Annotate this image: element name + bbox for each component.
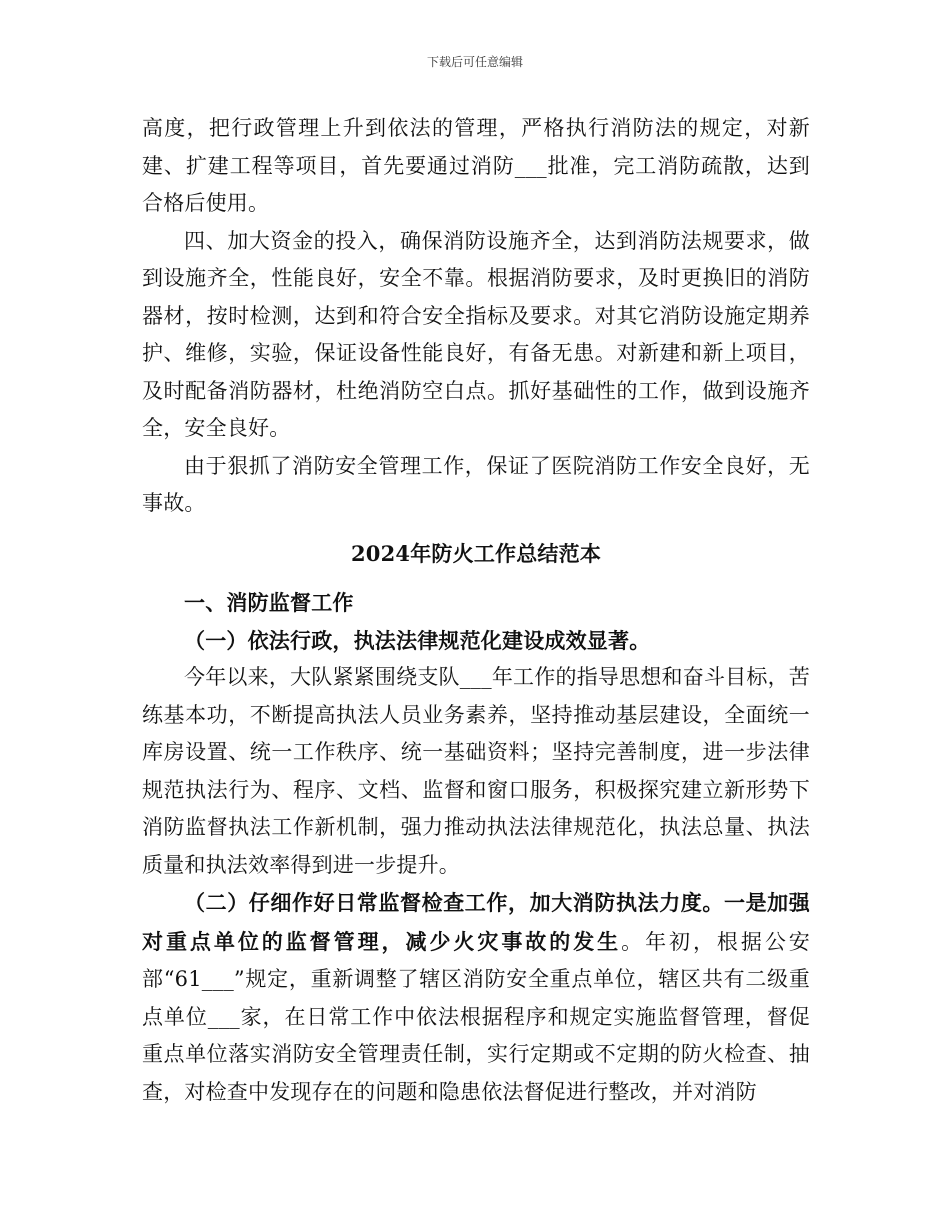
paragraph-four: 四、加大资金的投入，确保消防设施齐全，达到消防法规要求，做到设施齐全，性能良好，安全不靠。根据消防要求，及时更换旧的消防器材，按时检测，达到和符合安全指标及要求。对其它消防设施定期养护、维修，实验，保证设备性能良好，有备无患。对新建和新上项目，及时配备消防器材，杜绝消防空白点。抓好基础性的工作，做到设施齐全，安全良好。 [142,228,810,440]
paragraph-continued: 高度，把行政管理上升到依法的管理，严格执行消防法的规定，对新建、扩建工程等项目，首先要通过消防___批准，完工消防疏散，达到合格后使用。 [142,116,810,215]
subsection-two-heading: （二）仔细作好日常监督检查工作，加大消防执法力度。一是加强对重点单位的监督管理，减少火灾事故的发生 [142,890,810,954]
document-body [142,110,810,1111]
document-title: 2024年防火工作总结范本 [350,540,602,566]
subsection-one-body: 今年以来，大队紧紧围绕支队___年工作的指导思想和奋斗目标，苦练基本功，不断提高执法人员业务素养，坚持推动基层建设，全面统一库房设置、统一工作秩序、统一基础资料；坚持完善制度，进一步法律规范执法行为、程序、文档、监督和窗口服务，积极探究建立新形势下消防监督执法工作新机制，强力推动执法法律规范化，执法总量、执法质量和执法效率得到进一步提升。 [142,665,810,877]
subsection-two-paragraph [142,884,810,1111]
paragraph-conclusion: 由于狠抓了消防安全管理工作，保证了医院消防工作安全良好，无事故。 [142,453,810,515]
subsection-two-body: 。年初，根据公安部“61___”规定，重新调整了辖区消防安全重点单位，辖区共有二级重点单位___家，在日常工作中依法根据程序和规定实施监督管理，督促重点单位落实消防安全管理责任制，实行定期或不定期的防火检查、抽查，对检查中发现存在的问题和隐患依法督促进行整改，并对消防 [142,929,810,1104]
subsection-one-heading: （一）依法行政，执法法律规范化建设成效显著。 [184,627,651,653]
section-one-heading: 一、消防监督工作 [184,590,354,615]
page-header: 下载后可任意编辑 [426,55,523,69]
